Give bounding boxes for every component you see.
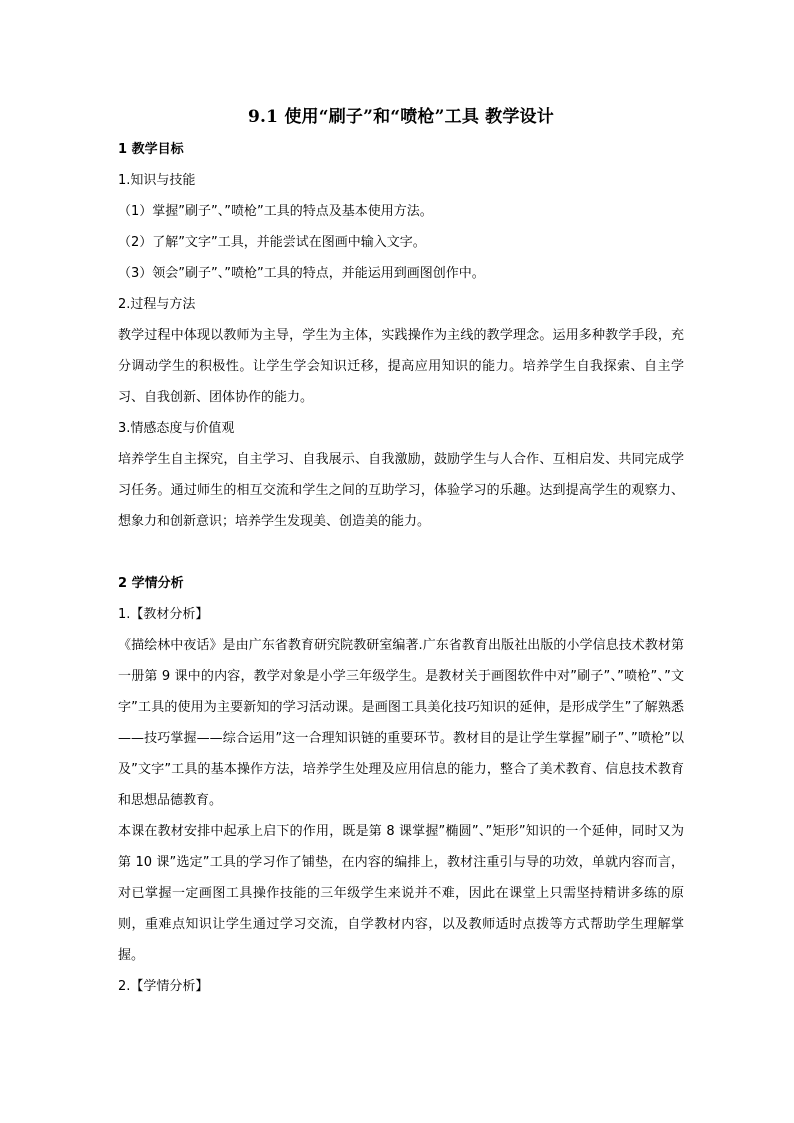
paragraph-textbook-analysis-2: 本课在教材安排中起承上启下的作用，既是第 8 课掌握”椭圆”、”矩形”知识的一个延伸，同时又为第 10 课”选定”工具的学习作了铺垫，在内容的编排上，教材注重引与导的功效，单就内容而言，对已掌握一定画图工具操作技能的三年级学生来说并不难，因此在课堂上只需坚持精讲多练的原则，重难点知识让学生通过学习交流，自学教材内容，以及教师适时点拨等方式帮助学生理解掌握。 [118,824,684,963]
document-page [118,100,684,1002]
paragraph-textbook-analysis-1: 《描绘林中夜话》是由广东省教育研究院教研室编著.广东省教育出版社出版的小学信息技术教材第一册第 9 课中的内容，教学对象是小学三年级学生。是教材关于画图软件中对”刷子”、”喷枪”、”文字”工具的使用为主要新知的学习活动课。是画图工具美化技巧知识的延伸，是形成学生”了解熟悉——技巧掌握——综合运用”这一合理知识链的重要环节。教材目的是让学生掌握”刷子”、”喷枪”以及”文字”工具的基本操作方法，培养学生处理及应用信息的能力，整合了美术教育、信息技术教育和思想品德教育。 [118,638,684,808]
paragraph-emotion-values: 培养学生自主探究，自主学习、自我展示、自我激励，鼓励学生与人合作、互相启发、共同完成学习任务。通过师生的相互交流和学生之间的互助学习，体验学习的乐趣。达到提高学生的观察力、想象力和创新意识；培养学生发现美、创造美的能力。 [118,452,684,529]
subheading-emotion-values: 3.情感态度与价值观 [118,421,235,436]
subheading-learner-analysis: 2.【学情分析】 [118,979,209,994]
goal-item-1: （1）掌握”刷子”、”喷枪”工具的特点及基本使用方法。 [118,204,433,219]
subheading-process-method: 2.过程与方法 [118,297,196,312]
blank-line [118,537,684,568]
goal-item-3: （3）领会”刷子”、”喷枪”工具的特点，并能运用到画图创作中。 [118,266,485,281]
subheading-knowledge-skills: 1.知识与技能 [118,173,196,188]
goal-item-2: （2）了解”文字”工具，并能尝试在图画中输入文字。 [118,235,426,250]
section-heading-learner-analysis: 2 学情分析 [118,576,184,591]
section-heading-teaching-goals: 1 教学目标 [118,142,184,157]
paragraph-process-method: 教学过程中体现以教师为主导，学生为主体，实践操作为主线的教学理念。运用多种教学手段，充分调动学生的积极性。让学生学会知识迁移，提高应用知识的能力。培养学生自我探索、自主学习、自我创新、团体协作的能力。 [118,328,684,405]
document-title: 9.1 使用“刷子”和“喷枪”工具 教学设计 [248,107,554,127]
subheading-textbook-analysis: 1.【教材分析】 [118,607,209,622]
